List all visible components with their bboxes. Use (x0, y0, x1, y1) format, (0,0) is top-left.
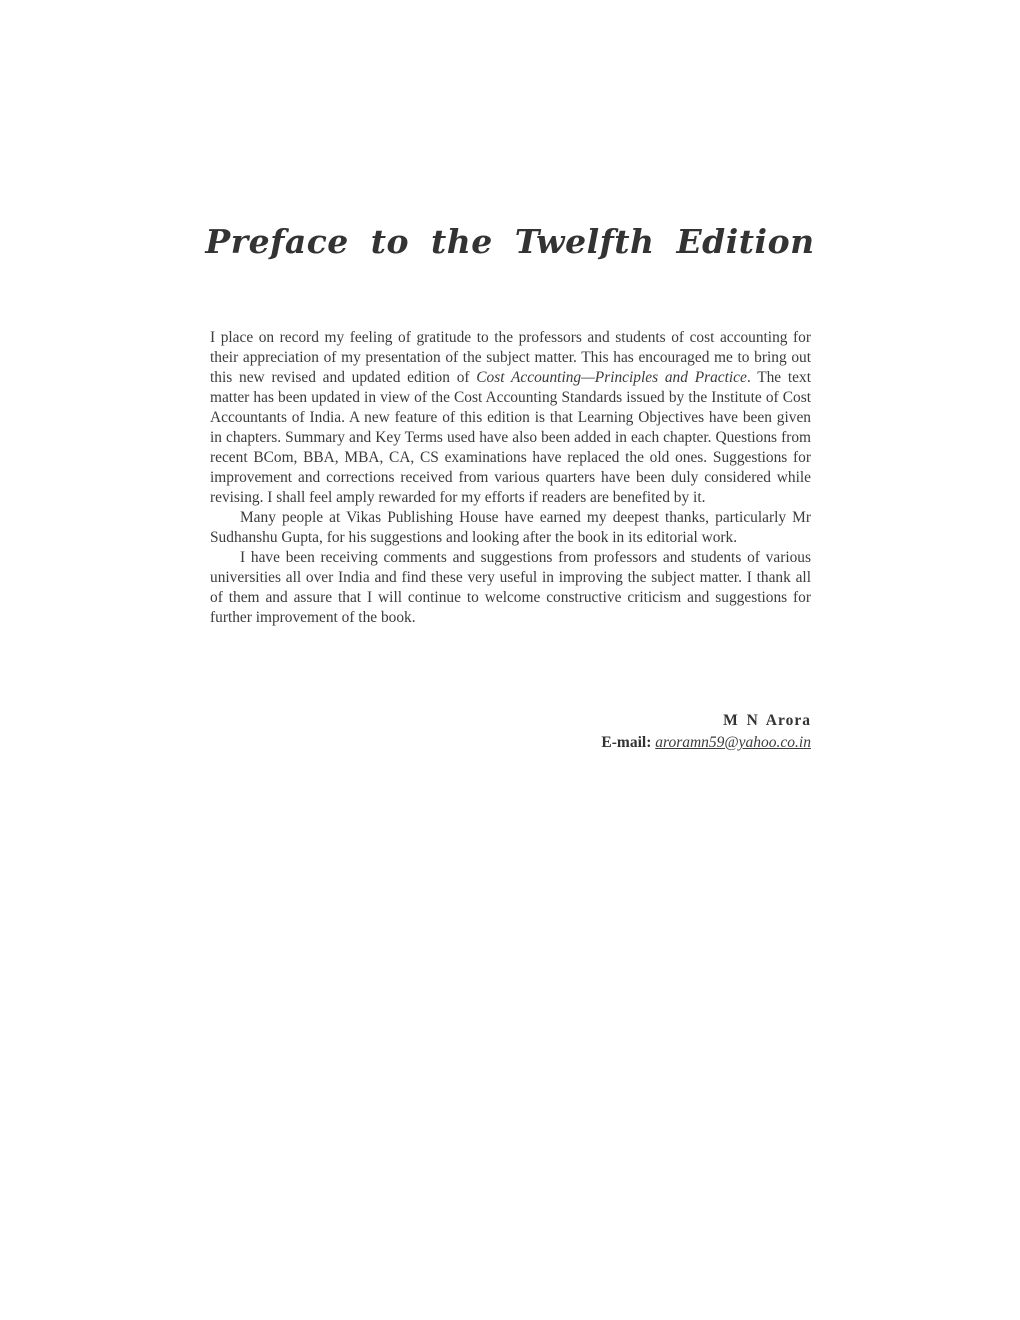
email-label: E-mail: (601, 734, 652, 751)
paragraph-3: I have been receiving comments and suggestions from professors and students of various universities all over India and find these very useful in improving the subject matter. I thank all of them and assure that I will continue to welcome constructive criticism and suggestions for further improvement of the book. (210, 549, 811, 626)
preface-body (210, 328, 811, 628)
signature-block (210, 710, 811, 754)
page-title: Preface to the Twelfth Edition (205, 222, 815, 261)
paragraph-1-text-start: I place on record my feeling of gratitude to the professors and students of cost accounting for their appreciation of my presentation of the subject matter. This has encouraged me to bring out this new revised and updated edition of (210, 329, 811, 386)
paragraph-2: Many people at Vikas Publishing House have earned my deepest thanks, particularly Mr Sudhanshu Gupta, for his suggestions and looking after the book in its editorial work. (210, 509, 811, 546)
paragraph-1 (210, 328, 811, 508)
email-line (210, 732, 811, 754)
email-link[interactable]: aroramn59@yahoo.co.in (655, 734, 811, 751)
paragraph-1-text-end: . The text matter has been updated in view of the Cost Accounting Standards issued by the Institute of Cost Accountants of India. A new feature of this edition is that Learning Objectives have been given in chapters. Summary and Key Terms used have also been added in each chapter. Questions from recent BCom, BBA, MBA, CA, CS examinations have replaced the old ones. Suggestions for improvement and corrections received from various quarters have been duly considered while revising. I shall feel amply rewarded for my efforts if readers are benefited by it. (210, 369, 811, 506)
author-name: M N Arora (723, 712, 811, 729)
book-title: Cost Accounting—Principles and Practice (476, 369, 747, 386)
